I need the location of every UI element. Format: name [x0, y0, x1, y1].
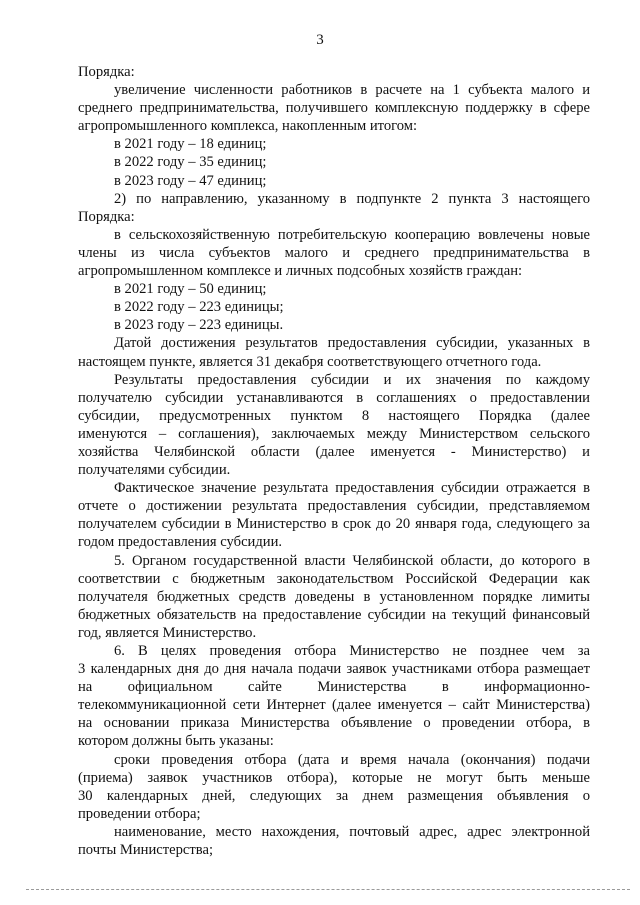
text-line: год, является Министерство. [78, 624, 257, 641]
text-line: настоящем пункте, является 31 декабря соответствующего отчетного года. [78, 353, 542, 370]
text-line: агропромышленного комплекса, накопленным итогом: [78, 118, 418, 135]
text-line: на основании приказа Министерства объявление о проведении отбора, в [78, 715, 590, 732]
text-line: 6. В целях проведения отбора Министерство не позднее чем за [114, 643, 590, 659]
text-line: в 2022 году – 223 единицы; [114, 299, 284, 316]
page-bottom-divider [26, 889, 630, 890]
text-line: в сельскохозяйственную потребительскую кооперацию вовлечены новые [114, 226, 590, 243]
text-line: Порядка: [78, 208, 135, 225]
text-line: среднего предпринимательства, получившего комплексную поддержку в сфере [78, 100, 590, 117]
text-line: на официальном сайте Министерства в информационно- [78, 679, 590, 696]
text-line: в 2021 году – 18 единиц; [114, 136, 267, 153]
text-line: получателями субсидии. [78, 462, 231, 479]
document-body [78, 63, 590, 859]
text-line: именуются – соглашения), заключаемых между Министерством сельского [78, 425, 590, 442]
text-line: 30 календарных дней, следующих за днем размещения объявления о [78, 787, 590, 804]
text-line: Результаты предоставления субсидии и их значения по каждому [114, 371, 590, 388]
text-line: Фактическое значение результата предоставления субсидии отражается в [114, 480, 590, 497]
text-line: 2) по направлению, указанному в подпункте 2 пункта 3 настоящего [114, 190, 590, 207]
text-line: Порядка: [78, 64, 135, 80]
text-line: отчете о достижении результата предоставления субсидии, представляемом [78, 498, 590, 515]
text-line: соответствии с бюджетным законодательством Российской Федерации как [78, 570, 590, 587]
text-line: в 2022 году – 35 единиц; [114, 154, 267, 171]
text-line: почты Министерства; [78, 842, 214, 859]
text-line: субсидии, предусмотренных пунктом 8 настоящего Порядка (далее [78, 407, 590, 424]
text-line: 3 календарных дня до дня начала подачи заявок участниками отбора размещает [78, 661, 590, 678]
text-line: (приема) заявок участников отбора), которые не могут быть меньше [78, 769, 590, 786]
text-line: увеличение численности работников в расчете на 1 субъекта малого и [114, 82, 590, 99]
text-line: получателем субсидии в Министерство в срок до 20 января года, следующего за [78, 516, 590, 533]
text-line: Датой достижения результатов предоставления субсидии, указанных в [114, 335, 590, 352]
text-line: годом предоставления субсидии. [78, 534, 283, 551]
text-line: агропромышленном комплексе и личных подсобных хозяйств граждан: [78, 263, 523, 280]
text-line: телекоммуникационной сети Интернет (далее именуется – сайт Министерства) [78, 697, 590, 714]
text-line: сроки проведения отбора (дата и время начала (окончания) подачи [114, 751, 590, 768]
text-line: проведении отбора; [78, 805, 201, 822]
page-number: 3 [316, 32, 324, 48]
text-line: наименование, место нахождения, почтовый адрес, адрес электронной [114, 823, 590, 840]
text-line: получателю субсидии устанавливаются в соглашениях о предоставлении [78, 389, 590, 406]
text-line: получателя бюджетных средств доведены в установленном порядке лимиты [78, 588, 590, 605]
text-line: в 2021 году – 50 единиц; [114, 281, 267, 298]
text-line: 5. Органом государственной власти Челябинской области, до которого в [114, 552, 590, 569]
text-line: в 2023 году – 223 единицы. [114, 317, 284, 334]
text-line: бюджетных обязательств на предоставление субсидии на текущий финансовый [78, 606, 590, 623]
text-line: хозяйства Челябинской области (далее именуется - Министерство) и [78, 443, 590, 460]
text-line: в 2023 году – 47 единиц; [114, 172, 267, 189]
text-line: котором должны быть указаны: [78, 733, 274, 750]
text-line: члены из числа субъектов малого и среднего предпринимательства в [78, 244, 590, 261]
